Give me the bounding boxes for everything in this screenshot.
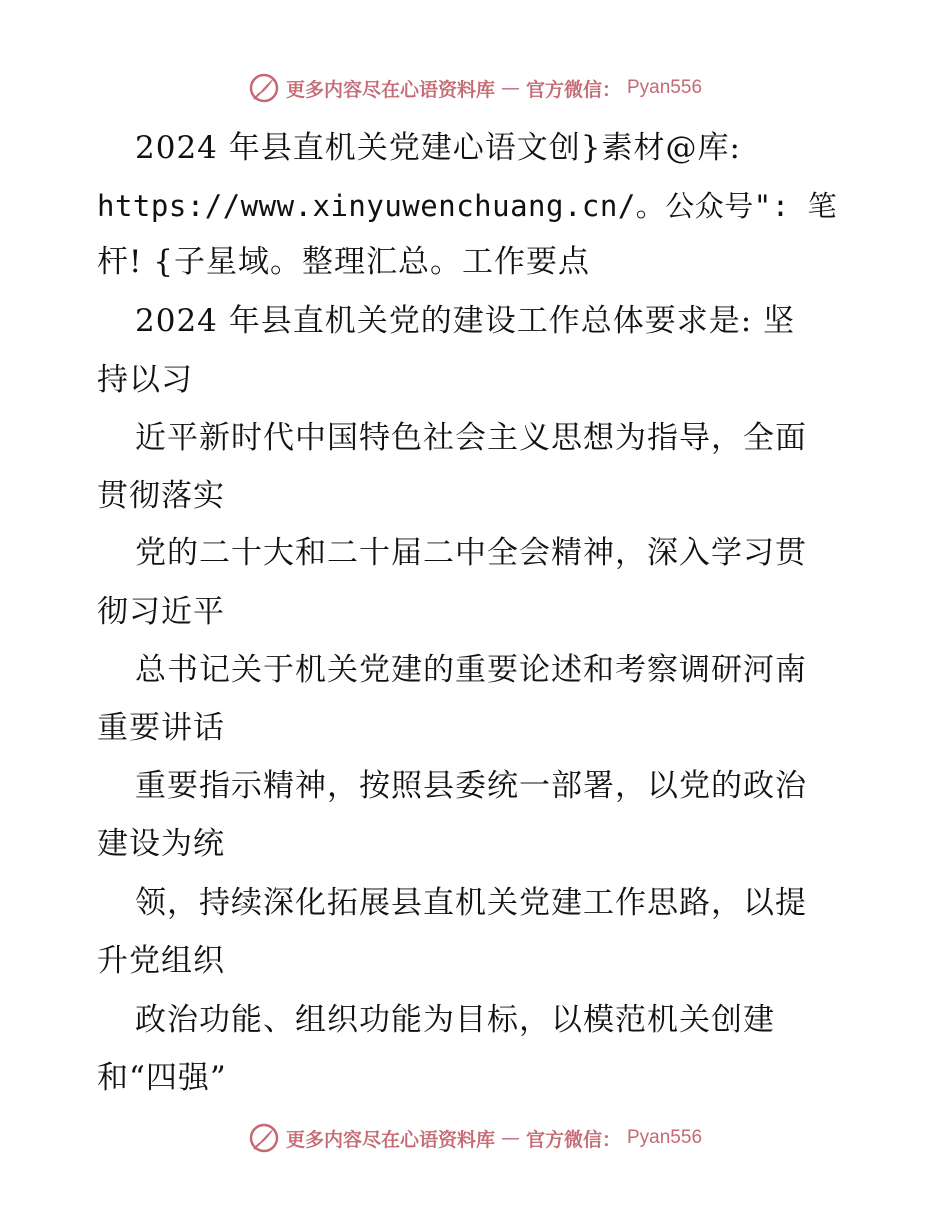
body-line: 杆! {子星域。整理汇总。工作要点 <box>97 244 591 280</box>
body-line: 和“四强” <box>97 1060 227 1096</box>
body-line: 升党组织 <box>97 943 225 979</box>
body-line: 2024 年县直机关党建心语文创}素材@库: <box>135 130 741 166</box>
watermark-title: 更多内容尽在心语资料库 <box>285 78 495 101</box>
body-line: 总书记关于机关党建的重要论述和考察调研河南 <box>135 652 807 688</box>
body-line-url: https://www.xinyuwenchuang.cn/。公众号": 笔 <box>97 189 838 223</box>
body-line: 2024 年县直机关党的建设工作总体要求是: 坚 <box>135 303 796 339</box>
body-line: 彻习近平 <box>97 594 225 630</box>
watermark-label: 官方微信： <box>525 1128 621 1151</box>
watermark-separator: — <box>500 1127 520 1149</box>
body-line: 近平新时代中国特色社会主义思想为指导，全面 <box>135 420 807 456</box>
watermark-separator: — <box>500 77 520 99</box>
body-line: 贯彻落实 <box>97 478 225 514</box>
body-line: 领，持续深化拓展县直机关党建工作思路，以提 <box>135 885 807 921</box>
watermark-title: 更多内容尽在心语资料库 <box>285 1128 495 1151</box>
body-line: 政治功能、组织功能为目标，以模范机关创建 <box>135 1002 775 1038</box>
body-line: 持以习 <box>97 362 193 398</box>
header-watermark <box>0 72 950 104</box>
body-line: 党的二十大和二十届二中全会精神，深入学习贯 <box>135 535 807 571</box>
body-line: 重要讲话 <box>97 710 225 746</box>
watermark-label: 官方微信： <box>525 78 621 101</box>
watermark-code: Pyan556 <box>627 1127 703 1148</box>
watermark-code: Pyan556 <box>627 77 703 98</box>
footer-watermark <box>0 1122 950 1154</box>
feather-quill-icon <box>248 1122 280 1154</box>
body-line: 重要指示精神，按照县委统一部署，以党的政治 <box>135 768 807 804</box>
body-line: 建设为统 <box>97 826 225 862</box>
feather-quill-icon <box>248 72 280 104</box>
